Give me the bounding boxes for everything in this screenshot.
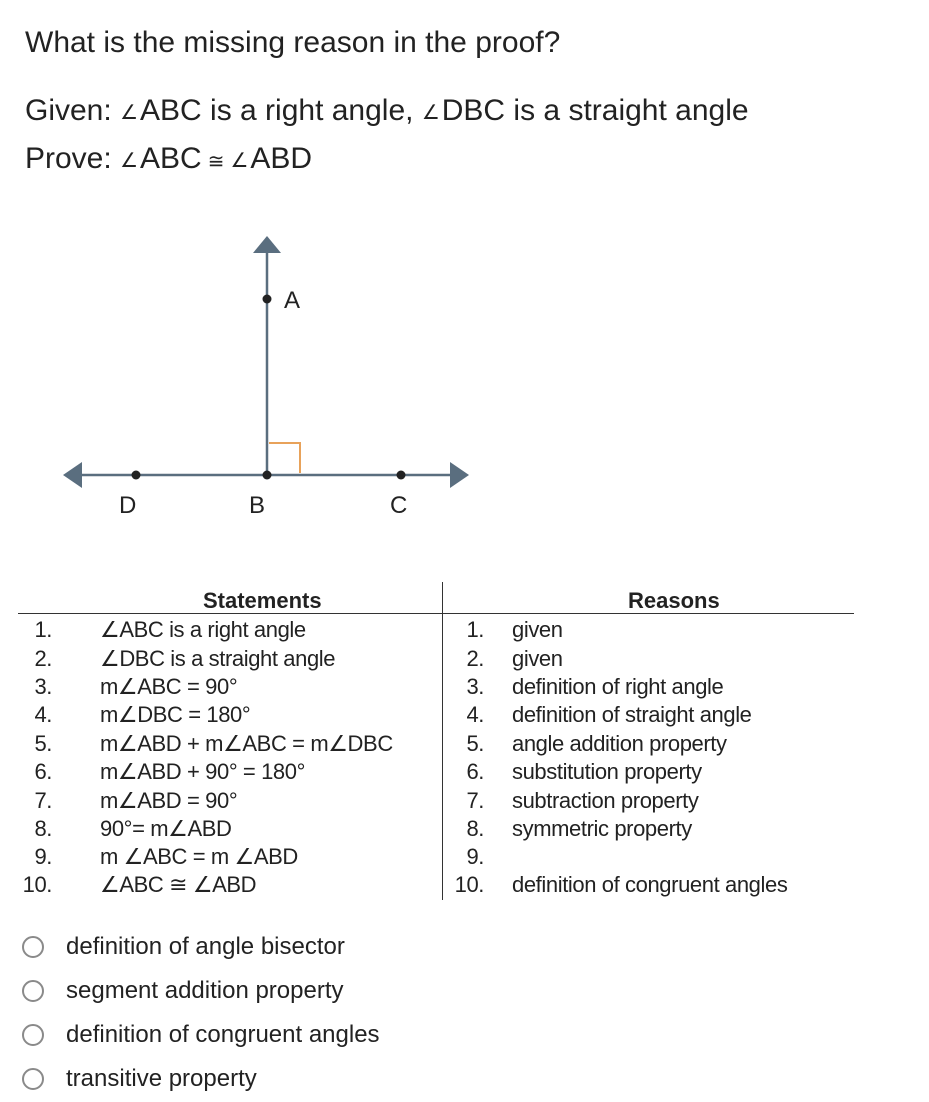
radio-button-icon[interactable]: [22, 1024, 44, 1046]
prove-label: Prove:: [25, 142, 112, 175]
proof-row: [18, 760, 854, 786]
point-b: [263, 471, 272, 480]
statement-text: m∠ABD + 90° = 180°: [100, 759, 306, 784]
reason-number: 5.: [466, 731, 484, 756]
proof-table: [18, 582, 854, 900]
statement-number: 4.: [34, 702, 52, 727]
choice-label[interactable]: definition of congruent angles: [66, 1021, 380, 1048]
reason-text: subtraction property: [512, 788, 699, 813]
choice-label[interactable]: segment addition property: [66, 977, 344, 1004]
answer-choice[interactable]: [22, 925, 380, 969]
statement-text: m∠ABC = 90°: [100, 674, 238, 699]
reasons-header: Reasons: [628, 588, 720, 613]
prove-angle-2: ABD: [250, 142, 313, 175]
statement-number: 6.: [34, 759, 52, 784]
statement-number: 5.: [34, 731, 52, 756]
statement-text: m∠ABD = 90°: [100, 788, 238, 813]
label-a: A: [284, 287, 301, 314]
choice-label[interactable]: definition of angle bisector: [66, 933, 345, 960]
header-divider: [18, 613, 854, 614]
statement-text: m∠DBC = 180°: [100, 702, 251, 727]
right-angle-marker: [269, 443, 300, 473]
reason-number: 1.: [466, 617, 484, 642]
reason-text: given: [512, 646, 563, 671]
statement-text: ∠ABC ≅ ∠ABD: [100, 872, 257, 897]
given-text-2: is a straight angle: [505, 94, 749, 127]
arrow-left-icon: [63, 462, 82, 488]
reason-number: 10.: [454, 872, 484, 897]
arrow-right-icon: [450, 462, 469, 488]
reason-number: 7.: [466, 788, 484, 813]
statement-text: ∠DBC is a straight angle: [100, 646, 336, 671]
reason-text: substitution property: [512, 759, 702, 784]
angle-symbol: ∠: [230, 150, 249, 172]
congruent-symbol: ≅: [207, 151, 225, 173]
answer-choices: [22, 925, 380, 1101]
proof-row: [18, 675, 854, 701]
answer-choice[interactable]: [22, 1057, 380, 1101]
statement-number: 10.: [22, 872, 52, 897]
radio-button-icon[interactable]: [22, 1068, 44, 1090]
given-angle-2: DBC: [441, 94, 506, 127]
proof-row: [18, 789, 854, 815]
proof-row: [18, 845, 854, 871]
reason-number: 8.: [466, 816, 484, 841]
statement-text: 90°= m∠ABD: [100, 816, 232, 841]
answer-choice[interactable]: [22, 969, 380, 1013]
label-d: D: [119, 492, 137, 519]
choice-label[interactable]: transitive property: [66, 1065, 257, 1092]
label-c: C: [390, 492, 408, 519]
statements-header: Statements: [203, 588, 322, 613]
proof-row: [18, 647, 854, 673]
question-text: What is the missing reason in the proof?: [25, 26, 561, 59]
angle-symbol: ∠: [120, 102, 138, 124]
statement-number: 3.: [34, 674, 52, 699]
reason-text: definition of straight angle: [512, 702, 752, 727]
reason-number: 6.: [466, 759, 484, 784]
given-angle-1: ABC: [140, 94, 202, 127]
reason-text: definition of right angle: [512, 674, 724, 699]
statement-number: 8.: [34, 816, 52, 841]
reason-number: 4.: [466, 702, 484, 727]
angle-symbol: ∠: [421, 102, 440, 124]
statement-number: 7.: [34, 788, 52, 813]
proof-row: [18, 732, 854, 758]
prove-angle-1: ABC: [140, 142, 202, 175]
angle-symbol: ∠: [120, 150, 138, 172]
statement-text: m∠ABD + m∠ABC = m∠DBC: [100, 731, 393, 756]
reason-text: symmetric property: [512, 816, 692, 841]
statement-text: ∠ABC is a right angle: [100, 617, 306, 642]
given-text-1: is a right angle,: [201, 94, 422, 127]
statement-number: 9.: [34, 844, 52, 869]
proof-row: [18, 817, 854, 843]
statement-number: 1.: [34, 617, 52, 642]
radio-button-icon[interactable]: [22, 936, 44, 958]
label-b: B: [249, 492, 266, 519]
point-a: [263, 295, 272, 304]
point-d: [132, 471, 141, 480]
given-label: Given:: [25, 94, 112, 127]
proof-row: [18, 618, 854, 644]
proof-row: [18, 703, 854, 729]
proof-row: [18, 873, 854, 899]
reason-text: definition of congruent angles: [512, 872, 788, 897]
reason-number: 3.: [466, 674, 484, 699]
reason-number: 9.: [466, 844, 484, 869]
point-c: [397, 471, 406, 480]
arrow-up-icon: [253, 236, 281, 253]
radio-button-icon[interactable]: [22, 980, 44, 1002]
statement-number: 2.: [34, 646, 52, 671]
statement-text: m ∠ABC = m ∠ABD: [100, 844, 298, 869]
reason-text: given: [512, 617, 563, 642]
answer-choice[interactable]: [22, 1013, 380, 1057]
reason-text: angle addition property: [512, 731, 727, 756]
reason-number: 2.: [466, 646, 484, 671]
